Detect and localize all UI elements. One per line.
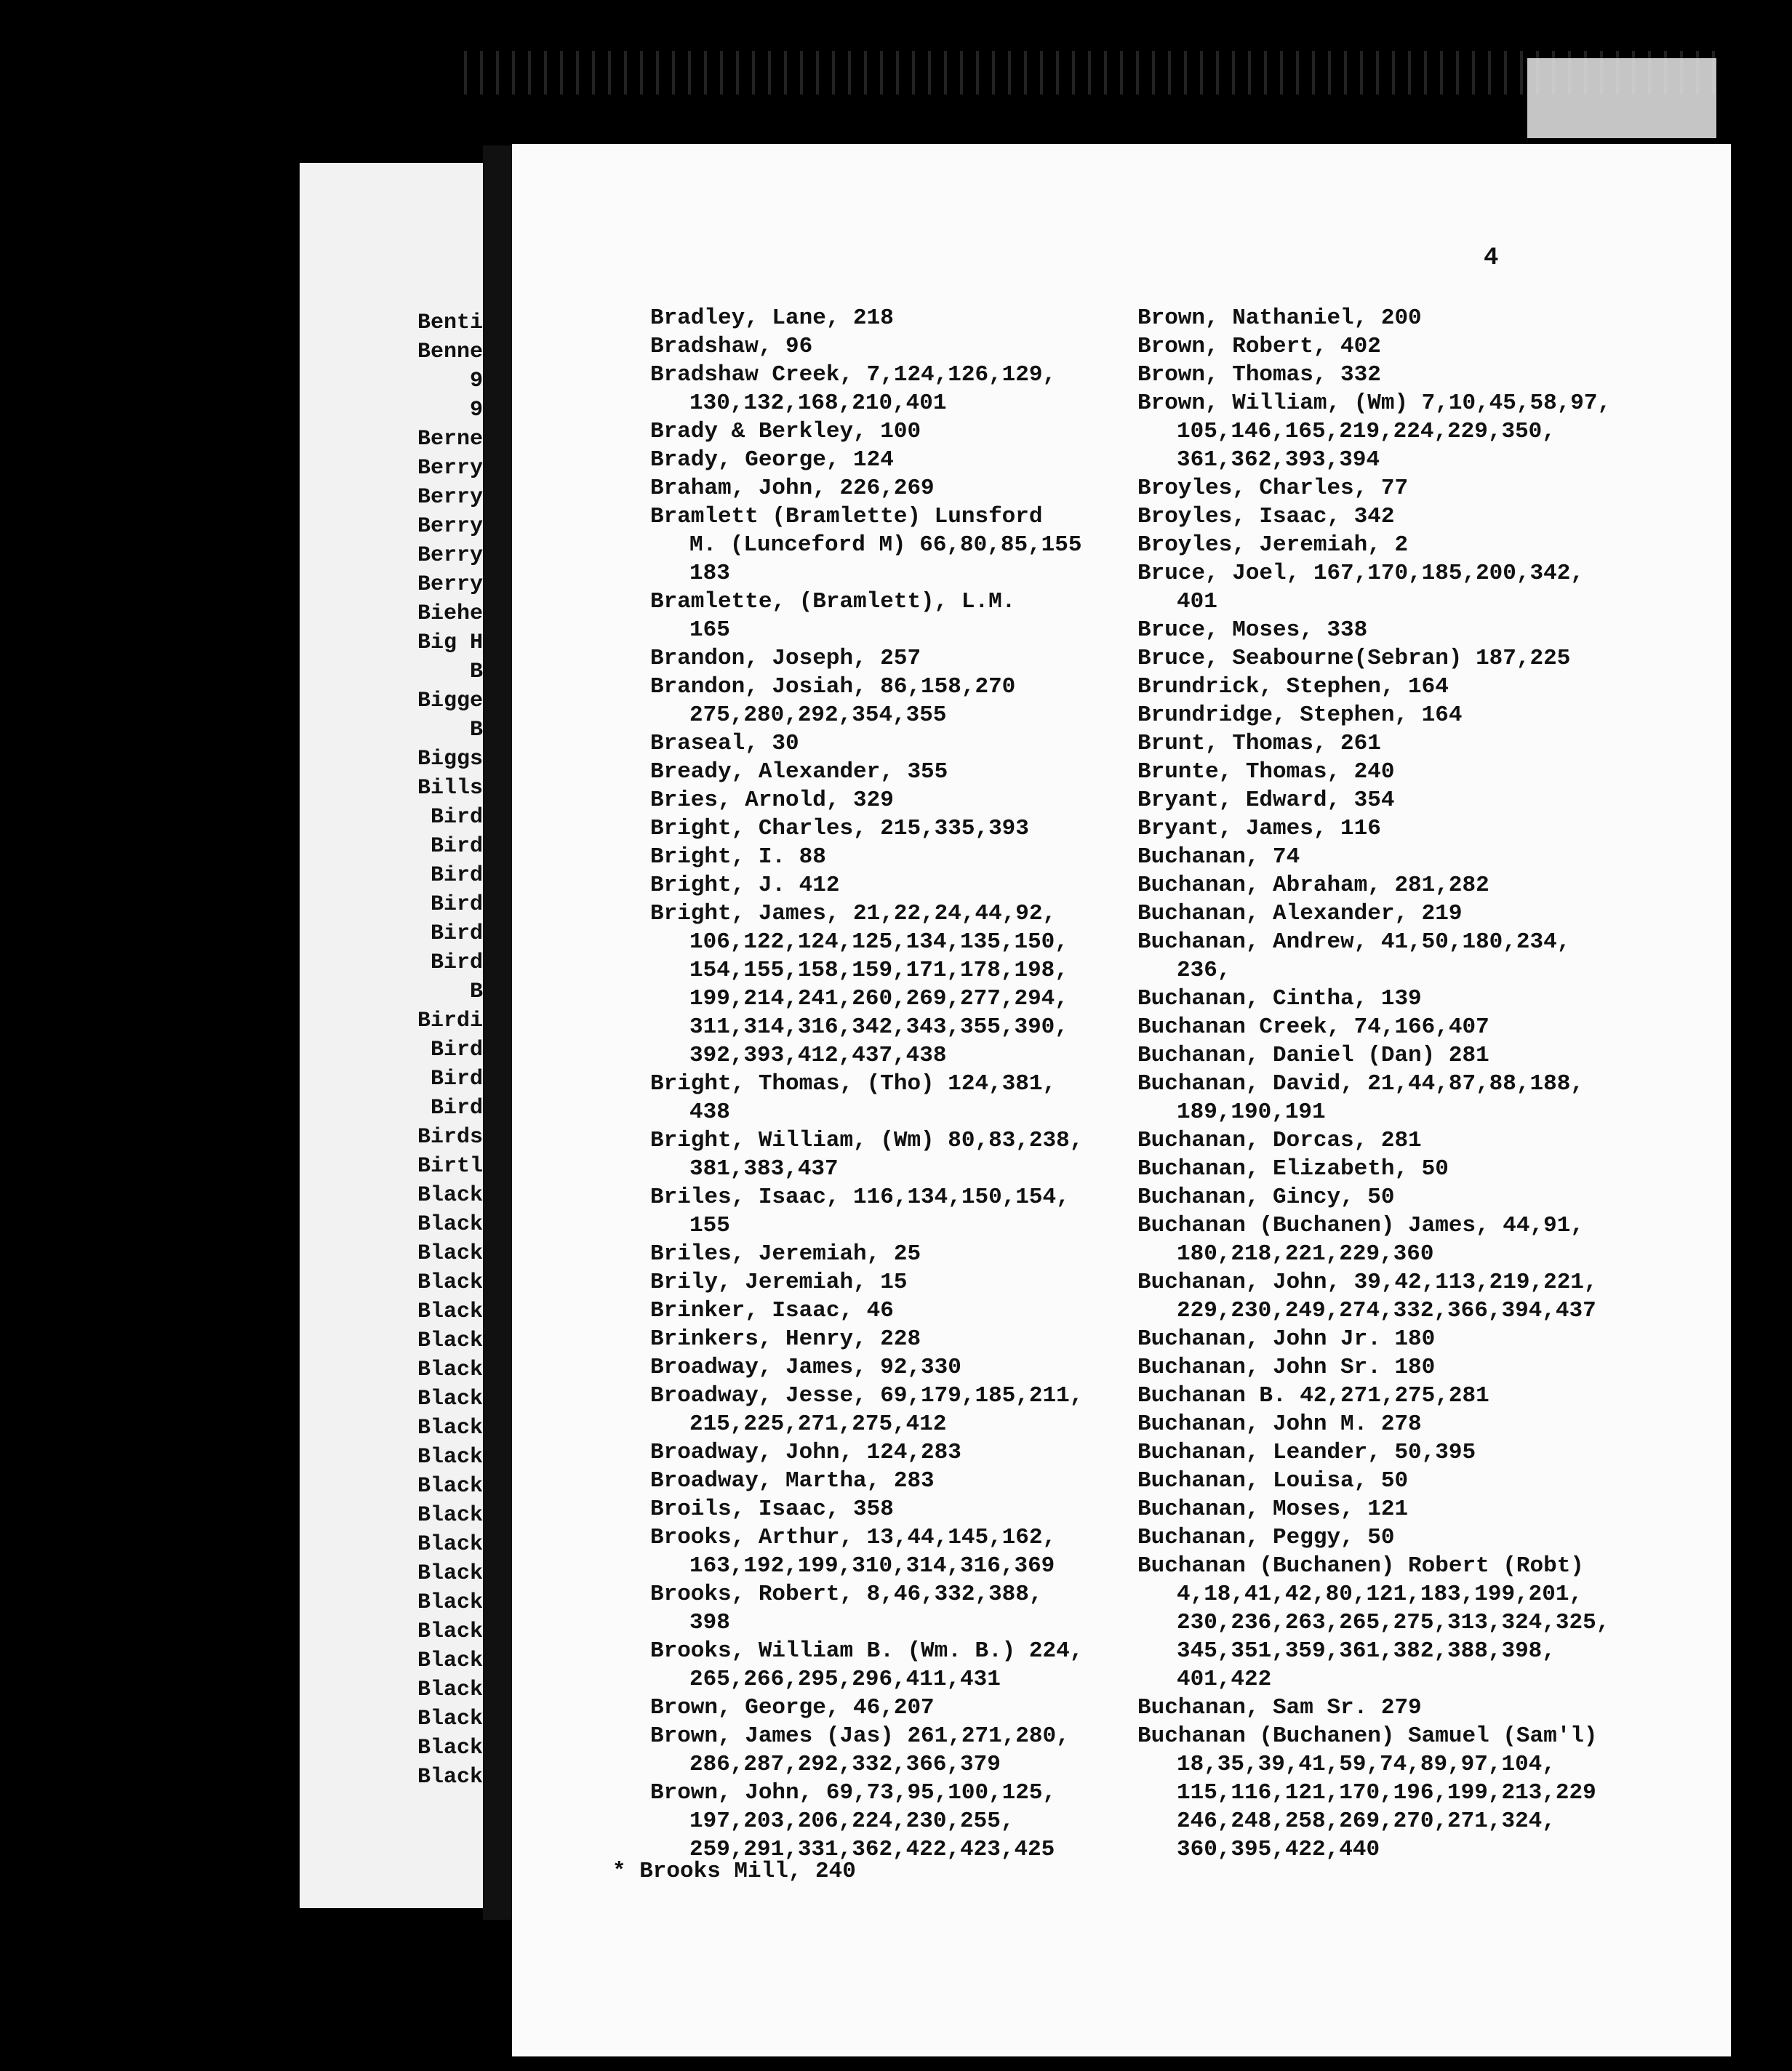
index-entry-text: Bready, Alexander, 355 bbox=[650, 759, 948, 785]
left-page-edge-text: Black bbox=[417, 1561, 483, 1586]
index-entry-text: Buchanan, Louisa, 50 bbox=[1137, 1468, 1409, 1494]
index-entry-text: Bright, James, 21,22,24,44,92, bbox=[650, 901, 1057, 926]
index-entry bbox=[650, 474, 1159, 502]
index-entry-text: Buchanan B. 42,271,275,281 bbox=[1137, 1383, 1489, 1409]
index-entry bbox=[1137, 361, 1647, 389]
left-page-edge-text: Berry bbox=[417, 514, 483, 539]
left-page-edge-text: Bills bbox=[417, 776, 483, 801]
left-page-edge-text: Black bbox=[417, 1619, 483, 1644]
index-entry bbox=[650, 1722, 1159, 1779]
index-entry-continuation: 165 bbox=[689, 617, 730, 643]
index-entry-continuation: 229,230,249,274,332,366,394,437 bbox=[1177, 1298, 1596, 1323]
index-entry bbox=[1137, 332, 1647, 361]
index-entry-text: Brown, Robert, 402 bbox=[1137, 334, 1381, 359]
left-page-edge-text: B bbox=[469, 660, 483, 684]
left-page-edge-text: Berry bbox=[417, 485, 483, 510]
index-entry-continuation: 246,248,258,269,270,271,324, bbox=[1177, 1808, 1556, 1834]
left-page-edge-text: 9 bbox=[469, 398, 483, 422]
index-entry-text: Buchanan Creek, 74,166,407 bbox=[1137, 1014, 1489, 1040]
index-entry bbox=[650, 304, 1159, 332]
index-entry-continuation: 311,314,316,342,343,355,390, bbox=[689, 1014, 1068, 1040]
left-page-edge-text: Bird bbox=[430, 805, 483, 830]
index-entry-text: Buchanan (Buchanen) James, 44,91, bbox=[1137, 1213, 1584, 1238]
index-entry bbox=[650, 1353, 1159, 1382]
left-page-edge-text: Bird bbox=[430, 1067, 483, 1091]
index-entry bbox=[650, 814, 1159, 843]
index-entry-text: Broadway, Martha, 283 bbox=[650, 1468, 935, 1494]
index-entry-text: Buchanan, Gincy, 50 bbox=[1137, 1185, 1395, 1210]
index-entry-continuation: 130,132,168,210,401 bbox=[689, 390, 947, 416]
index-entry-text: Buchanan, John Jr. 180 bbox=[1137, 1326, 1436, 1352]
left-page-edge-text: Benne bbox=[417, 340, 483, 364]
index-entry bbox=[650, 588, 1159, 644]
index-entry-text: Buchanan, Daniel (Dan) 281 bbox=[1137, 1043, 1489, 1068]
index-entry bbox=[650, 1240, 1159, 1268]
index-entry bbox=[650, 758, 1159, 786]
index-entry-text: Buchanan, John, 39,42,113,219,221, bbox=[1137, 1270, 1598, 1295]
index-entry-continuation: 381,383,437 bbox=[689, 1156, 839, 1182]
index-entry bbox=[650, 361, 1159, 417]
left-page-edge-text: Birtl bbox=[417, 1154, 483, 1179]
index-entry-continuation: 236, bbox=[1177, 958, 1231, 983]
index-entry-text: Bruce, Joel, 167,170,185,200,342, bbox=[1137, 561, 1584, 586]
index-entry-text: Bryant, James, 116 bbox=[1137, 816, 1381, 841]
index-entry-text: Brown, George, 46,207 bbox=[650, 1695, 935, 1721]
left-page-edge-text: Black bbox=[417, 1416, 483, 1441]
index-entry-text: Briles, Jeremiah, 25 bbox=[650, 1241, 921, 1267]
index-entry bbox=[1137, 1410, 1647, 1438]
left-page-edge-text: Big H bbox=[417, 630, 483, 655]
left-page-edge-text: Bird bbox=[430, 892, 483, 917]
left-page-edge bbox=[300, 163, 490, 1908]
index-entry-continuation: 183 bbox=[689, 561, 730, 586]
index-entry-continuation: 105,146,165,219,224,229,350, bbox=[1177, 419, 1556, 444]
left-page-edge-text: Black bbox=[417, 1649, 483, 1673]
index-entry bbox=[1137, 1382, 1647, 1410]
index-entry-continuation: 345,351,359,361,382,388,398, bbox=[1177, 1638, 1556, 1664]
index-entry bbox=[650, 900, 1159, 1070]
index-entry bbox=[650, 332, 1159, 361]
index-entry-continuation: 259,291,331,362,422,423,425 bbox=[689, 1837, 1055, 1862]
left-page-edge-text: B bbox=[469, 718, 483, 742]
index-entry-text: Brady & Berkley, 100 bbox=[650, 419, 921, 444]
index-entry-text: Briles, Isaac, 116,134,150,154, bbox=[650, 1185, 1070, 1210]
left-page-edge-text: Bigge bbox=[417, 689, 483, 713]
index-entry-continuation: 154,155,158,159,171,178,198, bbox=[689, 958, 1068, 983]
index-entry bbox=[1137, 502, 1647, 531]
left-page-edge-text: 9 bbox=[469, 369, 483, 393]
left-page-edge-text: Black bbox=[417, 1707, 483, 1731]
index-entry-continuation: 361,362,393,394 bbox=[1177, 447, 1380, 473]
index-entry-text: Buchanan, David, 21,44,87,88,188, bbox=[1137, 1071, 1584, 1097]
index-entry-text: Brinker, Isaac, 46 bbox=[650, 1298, 894, 1323]
index-entry bbox=[1137, 1353, 1647, 1382]
index-entry-text: Bruce, Seabourne(Sebran) 187,225 bbox=[1137, 646, 1571, 671]
index-entry-text: Brown, William, (Wm) 7,10,45,58,97, bbox=[1137, 390, 1612, 416]
index-entry-text: Buchanan, Abraham, 281,282 bbox=[1137, 873, 1489, 898]
left-page-edge-text: Bird bbox=[430, 921, 483, 946]
left-page-edge-text: Black bbox=[417, 1387, 483, 1411]
left-page-edge-text: Bird bbox=[430, 1096, 483, 1121]
index-entry bbox=[1137, 1155, 1647, 1183]
index-entry bbox=[650, 446, 1159, 474]
index-entry-text: Brady, George, 124 bbox=[650, 447, 894, 473]
index-entry bbox=[1137, 758, 1647, 786]
index-entry bbox=[1137, 843, 1647, 871]
index-entry-continuation: 360,395,422,440 bbox=[1177, 1837, 1380, 1862]
index-entry bbox=[650, 1438, 1159, 1467]
index-entry bbox=[1137, 1041, 1647, 1070]
index-entry-continuation: 286,287,292,332,366,379 bbox=[689, 1752, 1001, 1777]
left-page-edge-text: Bird bbox=[430, 834, 483, 859]
scan-glare bbox=[1527, 58, 1716, 138]
index-entry-text: Bright, I. 88 bbox=[650, 844, 826, 870]
index-entry-continuation: 115,116,121,170,196,199,213,229 bbox=[1177, 1780, 1596, 1806]
index-entry bbox=[1137, 531, 1647, 559]
page-number: 4 bbox=[1484, 244, 1499, 272]
left-page-edge-text: Black bbox=[417, 1590, 483, 1615]
index-entry bbox=[1137, 786, 1647, 814]
index-entry-text: Buchanan, Alexander, 219 bbox=[1137, 901, 1463, 926]
index-entry-text: Bradshaw Creek, 7,124,126,129, bbox=[650, 362, 1057, 388]
index-entry bbox=[650, 1268, 1159, 1297]
index-entry-continuation: 215,225,271,275,412 bbox=[689, 1411, 947, 1437]
index-entry-text: Bradley, Lane, 218 bbox=[650, 305, 894, 331]
index-entry bbox=[1137, 1495, 1647, 1523]
index-entry-text: Bries, Arnold, 329 bbox=[650, 788, 894, 813]
footer-note: * Brooks Mill, 240 bbox=[612, 1859, 856, 1884]
index-entry bbox=[1137, 1552, 1647, 1694]
index-entry bbox=[1137, 1211, 1647, 1268]
left-page-edge-text: Birds bbox=[417, 1125, 483, 1150]
index-entry bbox=[1137, 304, 1647, 332]
index-entry bbox=[650, 502, 1159, 588]
index-entry-continuation: 189,190,191 bbox=[1177, 1099, 1326, 1125]
index-entry-text: Buchanan, John M. 278 bbox=[1137, 1411, 1422, 1437]
index-entry bbox=[1137, 871, 1647, 900]
index-entry-continuation: 197,203,206,224,230,255, bbox=[689, 1808, 1015, 1834]
left-page-edge-text: Bird bbox=[430, 1038, 483, 1062]
index-entry-text: Bright, J. 412 bbox=[650, 873, 840, 898]
index-entry-text: Bright, Thomas, (Tho) 124,381, bbox=[650, 1071, 1057, 1097]
index-entry-text: Brooks, Arthur, 13,44,145,162, bbox=[650, 1525, 1057, 1550]
index-entry-text: Brily, Jeremiah, 15 bbox=[650, 1270, 908, 1295]
index-entry-text: Broyles, Jeremiah, 2 bbox=[1137, 532, 1409, 558]
index-entry bbox=[1137, 1013, 1647, 1041]
left-page-edge-text: Black bbox=[417, 1736, 483, 1760]
left-page-edge-text: Benti bbox=[417, 311, 483, 335]
index-entry bbox=[650, 1694, 1159, 1722]
index-entry bbox=[650, 843, 1159, 871]
index-entry-text: Bright, William, (Wm) 80,83,238, bbox=[650, 1128, 1084, 1153]
index-entry bbox=[1137, 474, 1647, 502]
index-entry-continuation: 4,18,41,42,80,121,183,199,201, bbox=[1177, 1582, 1583, 1607]
index-entry-text: Bryant, Edward, 354 bbox=[1137, 788, 1395, 813]
index-entry bbox=[1137, 729, 1647, 758]
index-entry-continuation: 275,280,292,354,355 bbox=[689, 702, 947, 728]
index-entry-text: Bruce, Moses, 338 bbox=[1137, 617, 1368, 643]
index-entry-text: Brundridge, Stephen, 164 bbox=[1137, 702, 1463, 728]
left-page-edge-text: Black bbox=[417, 1212, 483, 1237]
index-entry bbox=[650, 644, 1159, 673]
index-entry-continuation: 401 bbox=[1177, 589, 1217, 614]
index-entry-continuation: 401,422 bbox=[1177, 1667, 1272, 1692]
index-entry bbox=[1137, 1438, 1647, 1467]
index-entry bbox=[650, 1183, 1159, 1240]
left-page-edge-text: Black bbox=[417, 1474, 483, 1499]
index-entry-text: Brown, John, 69,73,95,100,125, bbox=[650, 1780, 1057, 1806]
index-entry bbox=[1137, 1268, 1647, 1325]
left-page-edge-text: Black bbox=[417, 1183, 483, 1208]
index-entry-continuation: 438 bbox=[689, 1099, 730, 1125]
index-entry-continuation: 163,192,199,310,314,316,369 bbox=[689, 1553, 1055, 1579]
left-page-edge-text: Black bbox=[417, 1532, 483, 1557]
index-entry-continuation: 265,266,295,296,411,431 bbox=[689, 1667, 1001, 1692]
index-entry-text: Brooks, William B. (Wm. B.) 224, bbox=[650, 1638, 1084, 1664]
index-entry-text: Brown, James (Jas) 261,271,280, bbox=[650, 1723, 1070, 1749]
index-entry-text: Broils, Isaac, 358 bbox=[650, 1497, 894, 1522]
index-entry-text: Brunte, Thomas, 240 bbox=[1137, 759, 1395, 785]
index-entry bbox=[650, 673, 1159, 729]
index-entry bbox=[650, 1779, 1159, 1864]
index-entry-text: Buchanan, Peggy, 50 bbox=[1137, 1525, 1395, 1550]
index-entry-text: Brunt, Thomas, 261 bbox=[1137, 731, 1381, 756]
index-entry bbox=[1137, 1126, 1647, 1155]
index-entry-text: Broadway, James, 92,330 bbox=[650, 1355, 961, 1380]
index-entry bbox=[1137, 673, 1647, 701]
index-entry bbox=[650, 871, 1159, 900]
index-entry-continuation: 398 bbox=[689, 1610, 730, 1635]
index-entry bbox=[1137, 616, 1647, 644]
index-entry bbox=[1137, 900, 1647, 928]
index-entry bbox=[1137, 1694, 1647, 1722]
index-entry bbox=[1137, 559, 1647, 616]
left-page-edge-text: Black bbox=[417, 1503, 483, 1528]
index-entry bbox=[650, 1495, 1159, 1523]
index-entry bbox=[650, 1297, 1159, 1325]
index-entry bbox=[1137, 1467, 1647, 1495]
index-entry bbox=[1137, 1183, 1647, 1211]
left-page-edge-text: Berry bbox=[417, 572, 483, 597]
index-entry bbox=[650, 1126, 1159, 1183]
index-entry bbox=[1137, 1722, 1647, 1864]
index-entry bbox=[1137, 985, 1647, 1013]
index-entry bbox=[650, 786, 1159, 814]
index-entry-text: Buchanan, 74 bbox=[1137, 844, 1300, 870]
index-entry-text: Broadway, John, 124,283 bbox=[650, 1440, 961, 1465]
left-page-edge-text: Birdi bbox=[417, 1009, 483, 1033]
left-page-edge-text: Black bbox=[417, 1765, 483, 1790]
index-entry-text: Buchanan, Dorcas, 281 bbox=[1137, 1128, 1422, 1153]
index-entry-text: Buchanan, Cintha, 139 bbox=[1137, 986, 1422, 1012]
left-page-edge-text: Bird bbox=[430, 950, 483, 975]
index-entry-text: Bradshaw, 96 bbox=[650, 334, 813, 359]
index-entry-text: Bramlette, (Bramlett), L.M. bbox=[650, 589, 1016, 614]
index-entry bbox=[1137, 644, 1647, 673]
scan-edge-noise bbox=[451, 51, 1716, 95]
index-entry-text: Buchanan, Elizabeth, 50 bbox=[1137, 1156, 1449, 1182]
index-entry-text: Brinkers, Henry, 228 bbox=[650, 1326, 921, 1352]
left-page-edge-text: Black bbox=[417, 1299, 483, 1324]
index-entry bbox=[1137, 1325, 1647, 1353]
index-entry-text: Buchanan (Buchanen) Robert (Robt) bbox=[1137, 1553, 1584, 1579]
left-page-edge-text: B bbox=[469, 980, 483, 1004]
index-entry-text: Brandon, Joseph, 257 bbox=[650, 646, 921, 671]
index-entry-continuation: M. (Lunceford M) 66,80,85,155 bbox=[689, 532, 1082, 558]
index-entry-continuation: 392,393,412,437,438 bbox=[689, 1043, 947, 1068]
left-page-edge-text: Black bbox=[417, 1329, 483, 1353]
index-entry-continuation: 106,122,124,125,134,135,150, bbox=[689, 929, 1068, 955]
book-spine bbox=[483, 145, 512, 1920]
index-entry bbox=[650, 1070, 1159, 1126]
left-page-edge-text: Black bbox=[417, 1358, 483, 1382]
index-entry-text: Brown, Thomas, 332 bbox=[1137, 362, 1381, 388]
index-entry bbox=[1137, 928, 1647, 985]
index-entry-text: Buchanan (Buchanen) Samuel (Sam'l) bbox=[1137, 1723, 1598, 1749]
left-page-edge-text: Black bbox=[417, 1678, 483, 1702]
index-entry bbox=[650, 1523, 1159, 1580]
index-entry bbox=[650, 1382, 1159, 1438]
left-page-edge-text: Black bbox=[417, 1445, 483, 1470]
left-page-edge-text: Bird bbox=[430, 863, 483, 888]
left-page-edge-text: Berne bbox=[417, 427, 483, 452]
left-page-edge-text: Berry bbox=[417, 456, 483, 481]
index-entry-text: Brandon, Josiah, 86,158,270 bbox=[650, 674, 1016, 700]
index-entry-continuation: 18,35,39,41,59,74,89,97,104, bbox=[1177, 1752, 1556, 1777]
index-entry bbox=[650, 417, 1159, 446]
index-entry-text: Broyles, Charles, 77 bbox=[1137, 476, 1409, 501]
left-page-edge-text: Black bbox=[417, 1270, 483, 1295]
index-entry bbox=[1137, 389, 1647, 474]
index-entry-text: Bright, Charles, 215,335,393 bbox=[650, 816, 1029, 841]
index-column-left bbox=[650, 304, 1159, 1864]
index-entry-text: Brown, Nathaniel, 200 bbox=[1137, 305, 1422, 331]
index-entry bbox=[1137, 701, 1647, 729]
index-entry-text: Braham, John, 226,269 bbox=[650, 476, 935, 501]
index-entry-continuation: 199,214,241,260,269,277,294, bbox=[689, 986, 1068, 1012]
index-entry bbox=[650, 1325, 1159, 1353]
index-entry-text: Bramlett (Bramlette) Lunsford bbox=[650, 504, 1043, 529]
index-entry bbox=[650, 1637, 1159, 1694]
index-entry bbox=[1137, 814, 1647, 843]
left-page-edge-text: Black bbox=[417, 1241, 483, 1266]
index-entry-text: Buchanan, Leander, 50,395 bbox=[1137, 1440, 1476, 1465]
index-entry bbox=[1137, 1070, 1647, 1126]
index-entry bbox=[650, 729, 1159, 758]
index-entry-text: Brooks, Robert, 8,46,332,388, bbox=[650, 1582, 1043, 1607]
index-entry-text: Buchanan, John Sr. 180 bbox=[1137, 1355, 1436, 1380]
left-page-edge-text: Biehe bbox=[417, 601, 483, 626]
left-page-edge-text: Berry bbox=[417, 543, 483, 568]
index-entry-text: Buchanan, Sam Sr. 279 bbox=[1137, 1695, 1422, 1721]
index-entry-text: Brundrick, Stephen, 164 bbox=[1137, 674, 1449, 700]
index-entry-continuation: 155 bbox=[689, 1213, 730, 1238]
index-entry-text: Braseal, 30 bbox=[650, 731, 799, 756]
index-entry bbox=[650, 1580, 1159, 1637]
index-entry bbox=[650, 1467, 1159, 1495]
left-page-edge-text: Biggs bbox=[417, 747, 483, 772]
index-entry-continuation: 180,218,221,229,360 bbox=[1177, 1241, 1434, 1267]
index-entry-text: Buchanan, Andrew, 41,50,180,234, bbox=[1137, 929, 1571, 955]
index-entry-continuation: 230,236,263,265,275,313,324,325, bbox=[1177, 1610, 1610, 1635]
index-entry bbox=[1137, 1523, 1647, 1552]
index-entry-text: Buchanan, Moses, 121 bbox=[1137, 1497, 1409, 1522]
index-entry-text: Broyles, Isaac, 342 bbox=[1137, 504, 1395, 529]
index-column-right bbox=[1137, 304, 1647, 1864]
index-entry-text: Broadway, Jesse, 69,179,185,211, bbox=[650, 1383, 1084, 1409]
